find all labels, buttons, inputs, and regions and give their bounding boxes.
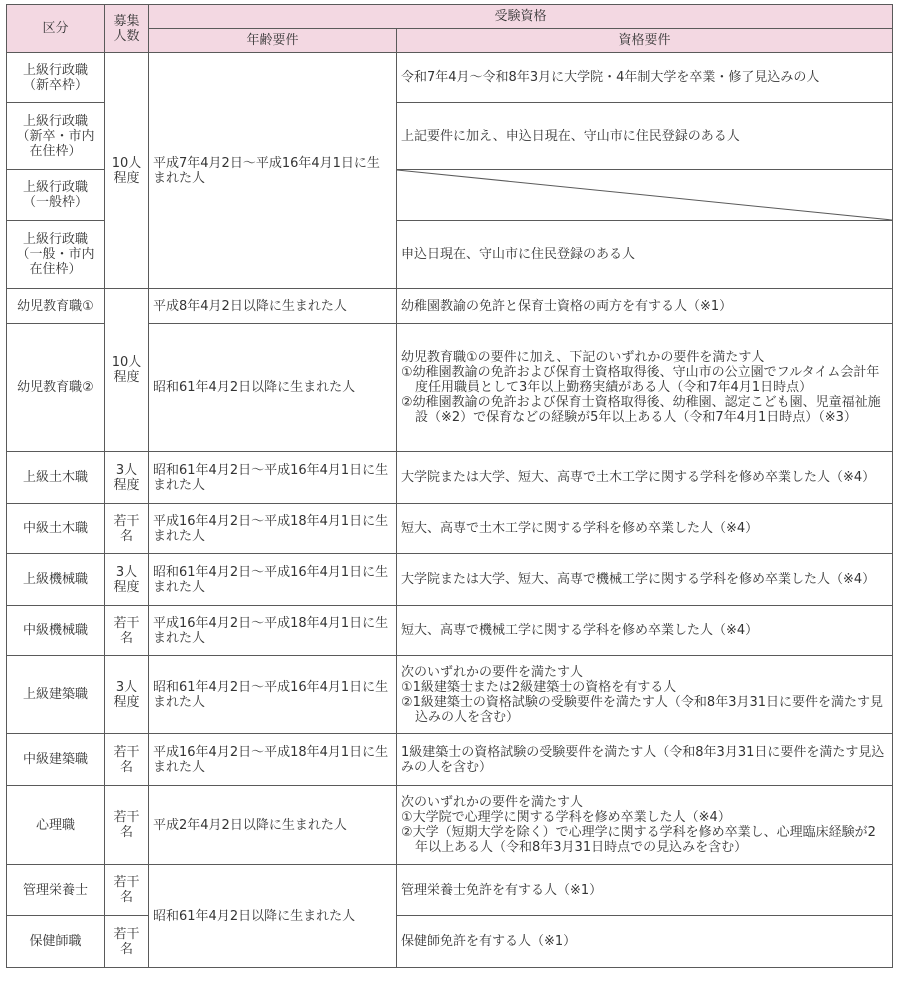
age-cell: 平成2年4月2日以降に生まれた人 bbox=[149, 786, 397, 865]
header-age: 年齢要件 bbox=[149, 29, 397, 53]
category-cell: 上級行政職 （一般・市内 在住枠） bbox=[7, 221, 105, 289]
table-row bbox=[7, 289, 893, 324]
category-cell: 上級行政職 （新卒枠） bbox=[7, 53, 105, 103]
age-cell: 平成16年4月2日～平成18年4月1日に生まれた人 bbox=[149, 504, 397, 554]
count-cell: 若干 名 bbox=[105, 734, 149, 786]
requirement-cell: 管理栄養士免許を有する人（※1） bbox=[397, 865, 893, 916]
header-requirement: 資格要件 bbox=[397, 29, 893, 53]
category-cell: 上級土木職 bbox=[7, 452, 105, 504]
header-category: 区分 bbox=[7, 5, 105, 53]
header-qualification: 受験資格 bbox=[149, 5, 893, 29]
table-row bbox=[7, 504, 893, 554]
requirement-cell: 令和7年4月～令和8年3月に大学院・4年制大学を卒業・修了見込みの人 bbox=[397, 53, 893, 103]
table-row bbox=[7, 916, 893, 968]
requirement-cell: 保健師免許を有する人（※1） bbox=[397, 916, 893, 968]
table-row bbox=[7, 53, 893, 103]
requirement-cell: 短大、高専で機械工学に関する学科を修め卒業した人（※4） bbox=[397, 606, 893, 656]
table-row bbox=[7, 786, 893, 865]
count-cell: 若干 名 bbox=[105, 865, 149, 916]
requirement-cell: 申込日現在、守山市に住民登録のある人 bbox=[397, 221, 893, 289]
count-cell: 3人 程度 bbox=[105, 452, 149, 504]
category-cell: 管理栄養士 bbox=[7, 865, 105, 916]
age-cell: 昭和61年4月2日～平成16年4月1日に生まれた人 bbox=[149, 554, 397, 606]
count-cell: 3人 程度 bbox=[105, 554, 149, 606]
category-cell: 上級行政職 （新卒・市内 在住枠） bbox=[7, 103, 105, 170]
recruitment-table bbox=[6, 4, 893, 968]
age-cell: 平成16年4月2日～平成18年4月1日に生まれた人 bbox=[149, 734, 397, 786]
table-row bbox=[7, 734, 893, 786]
requirement-cell: 短大、高専で土木工学に関する学科を修め卒業した人（※4） bbox=[397, 504, 893, 554]
requirement-cell: 大学院または大学、短大、高専で機械工学に関する学科を修め卒業した人（※4） bbox=[397, 554, 893, 606]
requirement-cell: 大学院または大学、短大、高専で土木工学に関する学科を修め卒業した人（※4） bbox=[397, 452, 893, 504]
count-cell: 10人 程度 bbox=[105, 53, 149, 289]
requirement-cell: 次のいずれかの要件を満たす人 ①大学院で心理学に関する学科を修め卒業した人（※4） ②大学（短期大学を除く）で心理学に関する学科を修め卒業し、心理臨床経験が2年以上ある人（令和8年3月31日時点での見込みを含む） bbox=[397, 786, 893, 865]
category-cell: 中級機械職 bbox=[7, 606, 105, 656]
category-cell: 心理職 bbox=[7, 786, 105, 865]
not-applicable-cell bbox=[397, 170, 893, 221]
count-cell: 若干 名 bbox=[105, 786, 149, 865]
requirement-cell: 幼児教育職①の要件に加え、下記のいずれかの要件を満たす人 ①幼稚園教諭の免許および保育士資格取得後、守山市の公立園でフルタイム会計年度任用職員として3年以上勤務実績がある人（令和7年4月1日時点） ②幼稚園教諭の免許および保育士資格取得後、幼稚園、認定こども園、児童福祉施設（※2）で保育などの経験が5年以上ある人（令和7年4月1日時点）（※3） bbox=[397, 324, 893, 452]
requirement-cell: 次のいずれかの要件を満たす人 ①1級建築士または2級建築士の資格を有する人 ②1級建築士の資格試験の受験要件を満たす人（令和8年3月31日に要件を満たす見込みの人を含む） bbox=[397, 656, 893, 734]
category-cell: 中級建築職 bbox=[7, 734, 105, 786]
category-cell: 幼児教育職② bbox=[7, 324, 105, 452]
diagonal-line bbox=[397, 170, 892, 220]
category-cell: 保健師職 bbox=[7, 916, 105, 968]
category-cell: 幼児教育職① bbox=[7, 289, 105, 324]
count-cell: 若干 名 bbox=[105, 606, 149, 656]
table-row bbox=[7, 656, 893, 734]
age-cell: 昭和61年4月2日～平成16年4月1日に生まれた人 bbox=[149, 656, 397, 734]
count-cell: 10人 程度 bbox=[105, 289, 149, 452]
category-cell: 上級建築職 bbox=[7, 656, 105, 734]
requirement-cell: 1級建築士の資格試験の受験要件を満たす人（令和8年3月31日に要件を満たす見込みの人を含む） bbox=[397, 734, 893, 786]
count-cell: 3人 程度 bbox=[105, 656, 149, 734]
category-cell: 中級土木職 bbox=[7, 504, 105, 554]
header-count: 募集 人数 bbox=[105, 5, 149, 53]
table-row bbox=[7, 606, 893, 656]
table-row bbox=[7, 554, 893, 606]
age-cell: 昭和61年4月2日以降に生まれた人 bbox=[149, 324, 397, 452]
category-cell: 上級行政職 （一般枠） bbox=[7, 170, 105, 221]
age-cell: 昭和61年4月2日～平成16年4月1日に生まれた人 bbox=[149, 452, 397, 504]
requirement-cell: 幼稚園教諭の免許と保育士資格の両方を有する人（※1） bbox=[397, 289, 893, 324]
table-row bbox=[7, 865, 893, 916]
count-cell: 若干 名 bbox=[105, 504, 149, 554]
requirement-cell: 上記要件に加え、申込日現在、守山市に住民登録のある人 bbox=[397, 103, 893, 170]
count-cell: 若干 名 bbox=[105, 916, 149, 968]
age-cell: 昭和61年4月2日以降に生まれた人 bbox=[149, 865, 397, 968]
age-cell: 平成8年4月2日以降に生まれた人 bbox=[149, 289, 397, 324]
category-cell: 上級機械職 bbox=[7, 554, 105, 606]
table-row bbox=[7, 452, 893, 504]
age-cell: 平成16年4月2日～平成18年4月1日に生まれた人 bbox=[149, 606, 397, 656]
age-cell: 平成7年4月2日～平成16年4月1日に生まれた人 bbox=[149, 53, 397, 289]
